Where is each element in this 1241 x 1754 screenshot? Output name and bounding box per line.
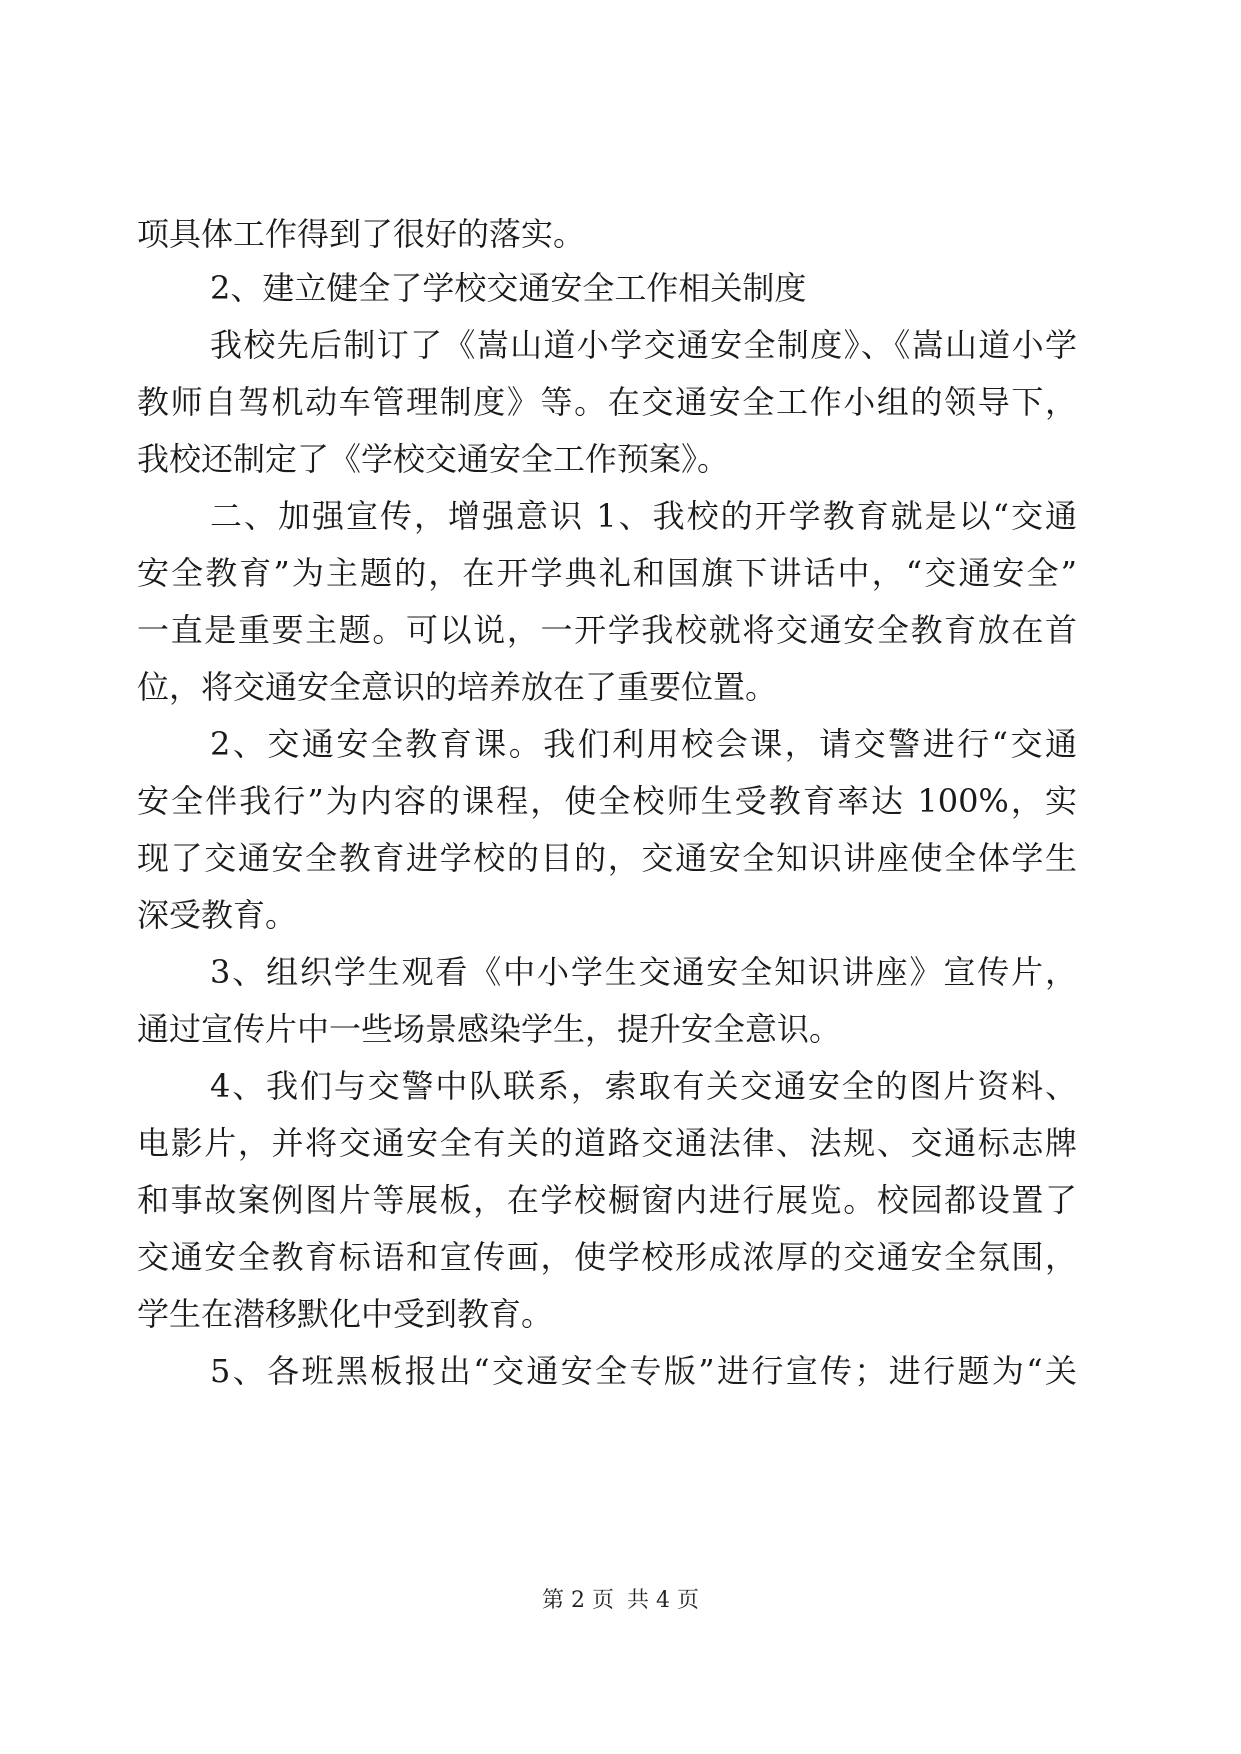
text-line: 项具体工作得到了很好的落实。 <box>137 215 586 253</box>
paragraph-line: 安全伴我行”为内容的课程，使全校师生受教育率达 100%，实 <box>137 782 1077 820</box>
paragraph-line: 教师自驾机动车管理制度》等。在交通安全工作小组的领导下， <box>137 383 1077 421</box>
section-heading: 二、加强宣传，增强意识 1、我校的开学教育就是以“交通 <box>210 497 1077 535</box>
paragraph-line: 交通安全教育标语和宣传画，使学校形成浓厚的交通安全氛围， <box>137 1238 1077 1276</box>
paragraph-line: 4、我们与交警中队联系，索取有关交通安全的图片资料、 <box>210 1067 1077 1105</box>
paragraph-line: 我校还制定了《学校交通安全工作预案》。 <box>137 440 730 478</box>
total-pages: 共 4 页 <box>627 1588 699 1613</box>
paragraph-line: 深受教育。 <box>137 896 298 934</box>
paragraph-line: 学生在潜移默化中受到教育。 <box>137 1295 554 1333</box>
paragraph-line: 3、组织学生观看《中小学生交通安全知识讲座》宣传片， <box>210 953 1077 991</box>
paragraph-line: 通过宣传片中一些场景感染学生，提升安全意识。 <box>137 1010 842 1048</box>
paragraph-line: 5、各班黑板报出“交通安全专版”进行宣传；进行题为“关 <box>210 1352 1077 1390</box>
page-number: 第 2 页 <box>542 1588 614 1613</box>
paragraph-line: 一直是重要主题。可以说，一开学我校就将交通安全教育放在首 <box>137 611 1077 649</box>
page-footer <box>0 1586 1241 1616</box>
paragraph-line: 位，将交通安全意识的培养放在了重要位置。 <box>137 668 778 706</box>
paragraph-line: 现了交通安全教育进学校的目的，交通安全知识讲座使全体学生 <box>137 839 1077 877</box>
paragraph-line: 电影片，并将交通安全有关的道路交通法律、法规、交通标志牌 <box>137 1124 1077 1162</box>
paragraph-line: 安全教育”为主题的，在开学典礼和国旗下讲话中，“交通安全” <box>137 554 1077 592</box>
paragraph-line: 2、交通安全教育课。我们利用校会课，请交警进行“交通 <box>210 725 1077 763</box>
paragraph-line: 和事故案例图片等展板，在学校橱窗内进行展览。校园都设置了 <box>137 1181 1077 1219</box>
paragraph-line: 我校先后制订了《嵩山道小学交通安全制度》、《嵩山道小学 <box>210 326 1077 364</box>
section-heading: 2、建立健全了学校交通安全工作相关制度 <box>210 269 807 307</box>
